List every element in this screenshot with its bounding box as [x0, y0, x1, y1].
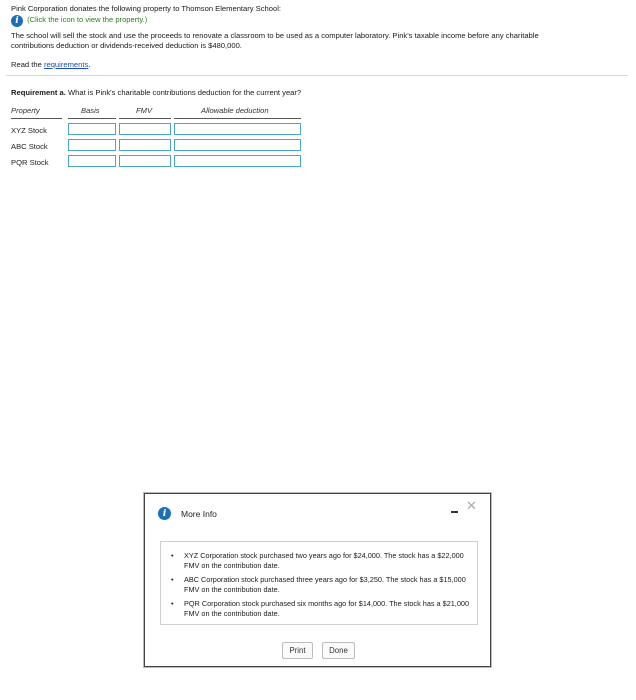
- close-icon[interactable]: ✕: [466, 498, 477, 513]
- property-hint-text[interactable]: (Click the icon to view the property.): [27, 15, 148, 24]
- list-item: • ABC Corporation stock purchased three years ago for $3,250. The stock has a $15,000 FMV on the contribution date.: [171, 575, 469, 595]
- abc-basis-input[interactable]: [68, 139, 116, 151]
- info-icon: i: [158, 507, 171, 520]
- read-requirements: [11, 60, 90, 69]
- info-icon[interactable]: i: [11, 15, 23, 27]
- intro-line-2b: contributions deduction or dividends-received deduction is $480,000.: [11, 41, 242, 50]
- more-info-dialog: [144, 493, 491, 667]
- abc-deduction-input[interactable]: [174, 139, 301, 151]
- minimize-icon[interactable]: [451, 511, 458, 513]
- property-hint: [11, 15, 147, 27]
- header-fmv: FMV: [136, 106, 153, 115]
- read-suffix: .: [88, 60, 91, 69]
- header-underline-fmv: [119, 118, 171, 119]
- xyz-deduction-input[interactable]: [174, 123, 301, 135]
- pqr-basis-input[interactable]: [68, 155, 116, 167]
- row-label-xyz: XYZ Stock: [11, 126, 47, 135]
- intro-line-2a: The school will sell the stock and use the proceeds to renovate a classroom to be used as a computer laboratory. Pink's taxable income before any charitable: [11, 31, 539, 40]
- pqr-deduction-input[interactable]: [174, 155, 301, 167]
- property-detail-xyz: XYZ Corporation stock purchased two years ago for $24,000. The stock has a $22,000 FMV on the contribution date.: [184, 551, 464, 570]
- requirement-question: [11, 88, 301, 97]
- pqr-fmv-input[interactable]: [119, 155, 171, 167]
- print-button[interactable]: Print: [282, 642, 313, 659]
- read-prefix: Read the: [11, 60, 44, 69]
- header-basis: Basis: [81, 106, 100, 115]
- divider: [6, 75, 628, 76]
- xyz-fmv-input[interactable]: [119, 123, 171, 135]
- requirement-label: Requirement a.: [11, 88, 66, 97]
- list-item: • PQR Corporation stock purchased six months ago for $14,000. The stock has a $21,000 FMV on the contribution date.: [171, 599, 470, 618]
- requirements-link[interactable]: requirements: [43, 60, 89, 69]
- dialog-title: More Info: [181, 509, 217, 519]
- property-detail-abc: ABC Corporation stock purchased three years ago for $3,250. The stock has a $15,000 FMV on the contribution date.: [184, 575, 466, 594]
- list-item: • XYZ Corporation stock purchased two years ago for $24,000. The stock has a $22,000 FMV on the contribution date.: [171, 551, 469, 571]
- header-underline-property: [11, 118, 62, 119]
- intro-line-1: Pink Corporation donates the following property to Thomson Elementary School:: [11, 4, 282, 13]
- row-label-abc: ABC Stock: [11, 142, 48, 151]
- header-property: Property: [11, 106, 40, 115]
- requirement-text: What is Pink's charitable contributions deduction for the current year?: [65, 88, 302, 97]
- done-button[interactable]: Done: [322, 642, 355, 659]
- header-underline-deduction: [174, 118, 301, 119]
- xyz-basis-input[interactable]: [68, 123, 116, 135]
- abc-fmv-input[interactable]: [119, 139, 171, 151]
- row-label-pqr: PQR Stock: [11, 158, 49, 167]
- property-details-box: [160, 541, 478, 625]
- header-allowable-deduction: Allowable deduction: [201, 106, 269, 115]
- header-underline-basis: [68, 118, 116, 119]
- property-detail-pqr: PQR Corporation stock purchased six months ago for $14,000. The stock has a $21,000 FMV on the contribution date.: [184, 599, 470, 618]
